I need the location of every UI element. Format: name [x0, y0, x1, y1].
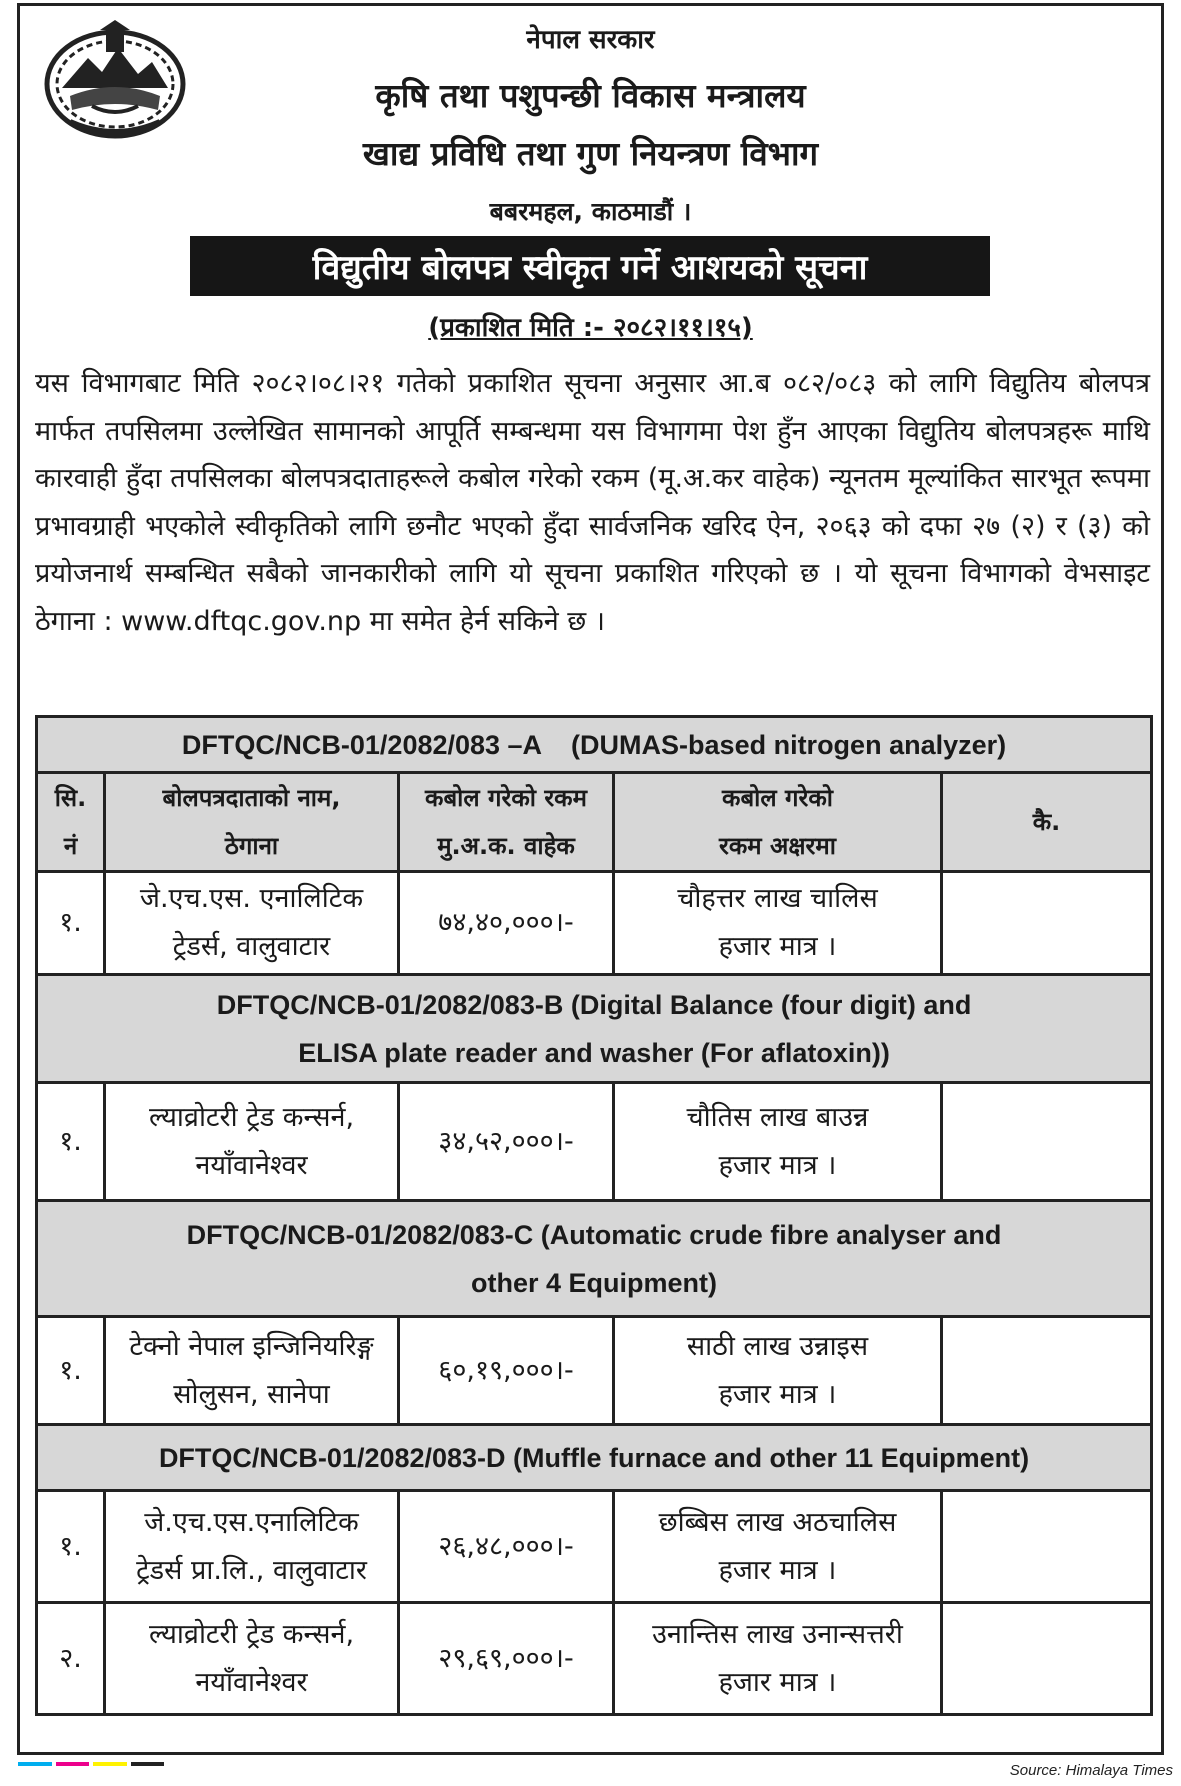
- row-amount: २९,६९,०००।-: [399, 1603, 614, 1715]
- published-date: [0, 308, 1181, 344]
- row-amount-words: साठी लाख उन्नाइस हजार मात्र ।: [614, 1317, 942, 1425]
- table-row: [37, 1603, 1152, 1715]
- row-amount-words: छब्बिस लाख अठचालिस हजार मात्र ।: [614, 1491, 942, 1603]
- row-amount: ३४,५२,०००।-: [399, 1083, 614, 1201]
- row-remarks: [942, 1491, 1152, 1603]
- row-serial: १.: [37, 1317, 105, 1425]
- strip-yellow: [93, 1762, 127, 1766]
- section-header-d: [37, 1425, 1152, 1491]
- row-serial: १.: [37, 872, 105, 975]
- column-amount-words: कबोल गरेको रकम अक्षरमा: [614, 773, 942, 872]
- column-amount: कबोल गरेको रकम मु.अ.क. वाहेक: [399, 773, 614, 872]
- row-bidder: जे.एच.एस. एनालिटिक ट्रेडर्स, वालुवाटार: [105, 872, 399, 975]
- notice-body: यस विभागबाट मिति २०८२।०८।२१ गतेको प्रकाशित सूचना अनुसार आ.ब ०८२/०८३ को लागि विद्युतिय बोलपत्र मार्फत तपसिलमा उल्लेखित सामानको आपूर्ति सम्बन्धमा यस विभागमा पेश हुँन आएका विद्युतिय बोलपत्रहरू माथि कारवाही हुँदा तपसिलका बोलपत्रदाताहरूले कबोल गरेको रकम (मू.अ.कर वाहेक) न्यूनतम मूल्यांकित सारभूत रूपमा प्रभावग्राही भएकोले स्वीकृतिको लागि छनौट भएको हुँदा सार्वजनिक खरिद ऐन, २०६३ को दफा २७ (२) र (३) को प्रयोजनार्थ सम्बन्धित सबैको जानकारीको लागि यो सूचना प्रकाशित गरिएको छ । यो सूचना विभागको वेभसाइट ठेगाना : www.dftqc.gov.np मा समेत हेर्न सकिने छ ।: [35, 368, 1150, 637]
- row-amount: २६,४८,०००।-: [399, 1491, 614, 1603]
- government-heading: नेपाल सरकार: [526, 25, 655, 55]
- section-header-c: [37, 1201, 1152, 1317]
- row-remarks: [942, 872, 1152, 975]
- column-serial: सि. नं: [37, 773, 105, 872]
- row-serial: १.: [37, 1491, 105, 1603]
- address-line: बबरमहल, काठमाडौं ।: [489, 197, 692, 226]
- strip-black: [131, 1762, 165, 1766]
- row-amount-words: चौतिस लाख बाउन्न हजार मात्र ।: [614, 1083, 942, 1201]
- row-amount: ६०,१९,०००।-: [399, 1317, 614, 1425]
- table-row: [37, 1317, 1152, 1425]
- section-title: DFTQC/NCB-01/2082/083-C (Automatic crude fibre analyser and other 4 Equipment): [37, 1201, 1152, 1317]
- row-amount-words: उनान्तिस लाख उनान्सत्तरी हजार मात्र ।: [614, 1603, 942, 1715]
- row-serial: १.: [37, 1083, 105, 1201]
- source-credit: Source: Himalaya Times: [1009, 1762, 1173, 1779]
- notice-title: विद्युतीय बोलपत्र स्वीकृत गर्ने आशयको सूचना: [190, 236, 990, 296]
- section-title: DFTQC/NCB-01/2082/083 –A (DUMAS-based nitrogen analyzer): [37, 717, 1152, 773]
- row-bidder: ल्याव्रोटरी ट्रेड कन्सर्न, नयाँवानेश्वर: [105, 1083, 399, 1201]
- table-row: [37, 1491, 1152, 1603]
- row-remarks: [942, 1317, 1152, 1425]
- row-remarks: [942, 1083, 1152, 1201]
- row-amount-words: चौहत्तर लाख चालिस हजार मात्र ।: [614, 872, 942, 975]
- row-amount: ७४,४०,०००।-: [399, 872, 614, 975]
- section-header-b: [37, 975, 1152, 1083]
- column-bidder: बोलपत्रदाताको नाम, ठेगाना: [105, 773, 399, 872]
- strip-cyan: [18, 1762, 52, 1766]
- section-header-a: [37, 717, 1152, 773]
- published-date-text: (प्रकाशित मिति :- २०८२।११।१५): [428, 313, 753, 343]
- row-bidder: ल्याव्रोटरी ट्रेड कन्सर्न, नयाँवानेश्वर: [105, 1603, 399, 1715]
- section-title: DFTQC/NCB-01/2082/083-B (Digital Balance (four digit) and ELISA plate reader and washer (For aflatoxin)): [37, 975, 1152, 1083]
- row-bidder: टेक्नो नेपाल इन्जिनियरिङ्ग सोलुसन, सानेपा: [105, 1317, 399, 1425]
- section-title: DFTQC/NCB-01/2082/083-D (Muffle furnace and other 11 Equipment): [37, 1425, 1152, 1491]
- column-header-row: [37, 773, 1152, 872]
- department-heading: खाद्य प्रविधि तथा गुण नियन्त्रण विभाग: [362, 134, 819, 173]
- row-bidder: जे.एच.एस.एनालिटिक ट्रेडर्स प्रा.लि., वालुवाटार: [105, 1491, 399, 1603]
- table-row: [37, 872, 1152, 975]
- strip-magenta: [56, 1762, 90, 1766]
- bid-table: [35, 715, 1153, 1716]
- column-remarks: कै.: [942, 773, 1152, 872]
- row-remarks: [942, 1603, 1152, 1715]
- color-strip: [18, 1762, 168, 1766]
- ministry-heading: कृषि तथा पशुपन्छी विकास मन्त्रालय: [375, 76, 806, 115]
- table-row: [37, 1083, 1152, 1201]
- row-serial: २.: [37, 1603, 105, 1715]
